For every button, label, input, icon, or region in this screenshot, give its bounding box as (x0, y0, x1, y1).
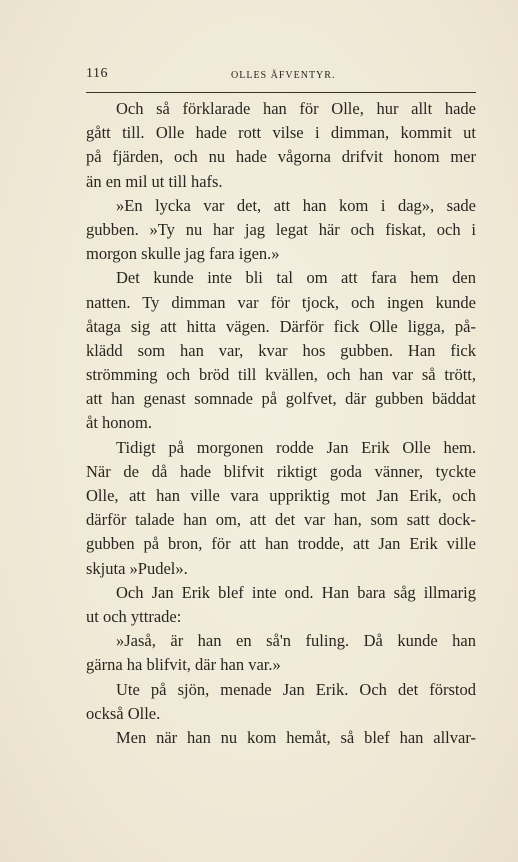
text-line: gärna ha blifvit, där han var.» (86, 655, 281, 675)
text-line: att han genast somnade på golfvet, där gubben bäddat (86, 389, 476, 409)
text-line: Det kunde inte bli tal om att fara hem den (116, 268, 476, 288)
text-line: natten. Ty dimman var för tjock, och ingen kunde (86, 292, 476, 312)
text-line: gubben på bron, för att han trodde, att Jan Erik ville (86, 534, 476, 554)
text-line: gått till. Olle hade rott vilse i dimman, kommit ut (86, 123, 476, 143)
text-line: på fjärden, och nu hade vågorna drifvit honom mer (86, 147, 476, 167)
text-line: ut och yttrade: (86, 606, 182, 626)
text-line: strömming och bröd till kvällen, och han var så trött, (86, 365, 476, 385)
text-line: skjuta »Pudel». (86, 558, 188, 578)
text-line: därför talade han om, att det var han, som satt dock- (86, 510, 476, 530)
text-line: »Jaså, är han en så'n fuling. Då kunde han (116, 631, 476, 651)
text-line: Och Jan Erik blef inte ond. Han bara såg illmarig (116, 582, 476, 602)
page-header (86, 62, 476, 88)
text-line: åt honom. (86, 413, 152, 433)
text-line: gubben. »Ty nu har jag legat här och fiskat, och i (86, 219, 476, 239)
text-line: Ute på sjön, menade Jan Erik. Och det förstod (116, 679, 476, 699)
text-line: än en mil ut till hafs. (86, 171, 223, 191)
page-number: 116 (86, 66, 108, 81)
text-line: När de då hade blifvit riktigt goda vänner, tyckte (86, 461, 476, 481)
text-line: åtaga sig att hitta vägen. Därför fick Olle ligga, på- (86, 316, 476, 336)
text-line: klädd som han var, kvar hos gubben. Han fick (86, 340, 476, 360)
text-line: Tidigt på morgonen rodde Jan Erik Olle hem. (116, 437, 476, 457)
text-line: också Olle. (86, 703, 161, 723)
text-line: »En lycka var det, att han kom i dag», sade (116, 195, 476, 215)
text-line: Men när han nu kom hemåt, så blef han allvar- (116, 727, 476, 747)
header-rule (86, 92, 476, 93)
body-text (86, 97, 476, 750)
text-line: Och så förklarade han för Olle, hur allt hade (116, 99, 476, 118)
text-line: morgon skulle jag fara igen.» (86, 244, 280, 264)
running-head: OLLES ÄFVENTYR. (231, 70, 336, 81)
text-line: Olle, att han ville vara uppriktig mot Jan Erik, och (86, 486, 476, 505)
